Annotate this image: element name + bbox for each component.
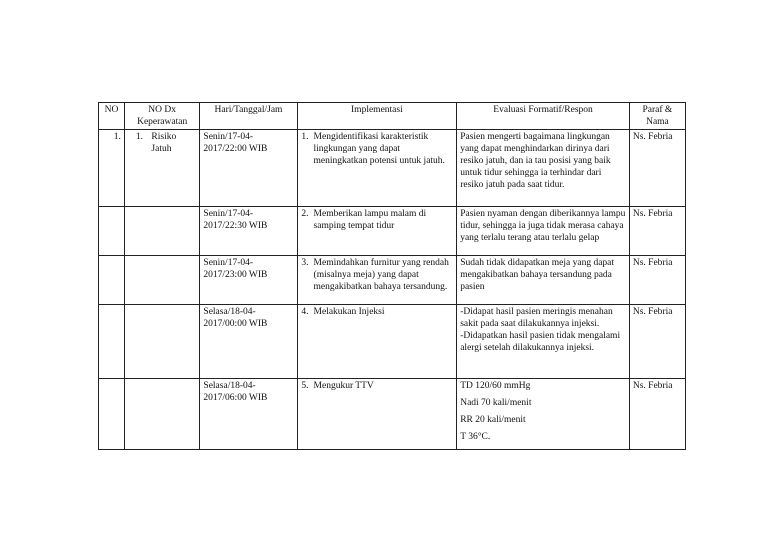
row-evaluation [457, 379, 630, 450]
impl-text: Memberikan lampu malam di samping tempat tidur [313, 209, 427, 231]
dx-label: Risiko Jatuh [151, 132, 177, 154]
table-header-row [99, 103, 686, 130]
row-no [99, 305, 125, 379]
date-text: Senin/17-04- 2017/22:30 WIB [203, 209, 268, 231]
row-no [99, 207, 125, 256]
row-implementation [297, 130, 457, 207]
eval-line: Sudah tidak didapatkan meja yang dapat mengakibatkan bahaya tersandung pada pasien [460, 258, 615, 292]
date-text: Senin/17-04- 2017/23:00 WIB [203, 258, 268, 280]
row-signature: Ns. Febria [629, 130, 685, 207]
row-date [200, 379, 297, 450]
row-no [99, 379, 125, 450]
header-no: NO [99, 103, 125, 130]
row-evaluation [457, 305, 630, 379]
table-row [99, 379, 686, 450]
row-implementation [297, 305, 457, 379]
row-date [200, 305, 297, 379]
header-dx: NO Dx Keperawatan [124, 103, 200, 130]
row-evaluation [457, 256, 630, 305]
date-text: Senin/17-04- 2017/22:00 WIB [203, 132, 268, 154]
table-row [99, 130, 686, 207]
row-dx [124, 305, 200, 379]
table-row [99, 207, 686, 256]
header-signature: Paraf & Nama [629, 103, 685, 130]
implementation-table [98, 102, 686, 450]
date-text: Selasa/18-04- 2017/00:00 WIB [203, 307, 268, 329]
row-no: 1. [99, 130, 125, 207]
eval-line: Pasien nyaman dengan diberikannya lampu tidur, sehingga ia juga tidak merasa cahaya yang terlalu terang atau terlalu gelap [460, 209, 626, 243]
row-signature: Ns. Febria [629, 379, 685, 450]
row-evaluation [457, 130, 630, 207]
row-dx [124, 379, 200, 450]
row-dx [124, 130, 200, 207]
eval-line: Pasien mengerti bagaimana lingkungan yang dapat menghindarkan dirinya dari resiko jatuh, dan ia tau posisi yang baik untuk tidur sehingga ia terhindar dari resiko jatuh pada saat tidur. [460, 132, 611, 190]
header-implementation: Implementasi [297, 103, 457, 130]
row-dx [124, 207, 200, 256]
eval-line: Nadi 70 kali/menit [460, 398, 532, 408]
row-implementation [297, 207, 457, 256]
impl-text: Mengukur TTV [313, 381, 374, 391]
row-signature: Ns. Febria [629, 256, 685, 305]
eval-line: T 36°C. [460, 432, 491, 442]
header-evaluation: Evaluasi Formatif/Respon [457, 103, 630, 130]
row-dx [124, 256, 200, 305]
row-date [200, 256, 297, 305]
impl-text: Melakukan Injeksi [313, 307, 385, 317]
dx-number: 1. [135, 132, 144, 142]
eval-line: -Didapat hasil pasien meringis menahan sakit pada saat dilakukannya injeksi. [460, 307, 613, 329]
eval-line: TD 120/60 mmHg [460, 381, 531, 391]
eval-line: RR 20 kali/menit [460, 415, 526, 425]
row-signature: Ns. Febria [629, 207, 685, 256]
impl-number: 2. [301, 209, 309, 219]
impl-text: Mengidentifikasi karakteristik lingkungan yang dapat meningkatkan potensi untuk jatuh. [313, 132, 445, 166]
eval-line: -Didapatkan hasil pasien tidak mengalami alergi setelah dilakukannya injeksi. [460, 331, 621, 353]
row-evaluation [457, 207, 630, 256]
table-row [99, 256, 686, 305]
impl-number: 1. [301, 132, 309, 142]
impl-number: 5. [301, 381, 309, 391]
header-date: Hari/Tanggal/Jam [200, 103, 297, 130]
row-no [99, 256, 125, 305]
impl-number: 3. [301, 258, 309, 268]
row-date [200, 207, 297, 256]
impl-number: 4. [301, 307, 309, 317]
date-text: Selasa/18-04- 2017/06:00 WIB [203, 381, 268, 403]
table-row [99, 305, 686, 379]
row-implementation [297, 379, 457, 450]
row-date [200, 130, 297, 207]
impl-text: Memindahkan furnitur yang rendah (misalnya meja) yang dapat mengakibatkan bahaya tersandung. [313, 258, 449, 292]
row-signature: Ns. Febria [629, 305, 685, 379]
row-implementation [297, 256, 457, 305]
